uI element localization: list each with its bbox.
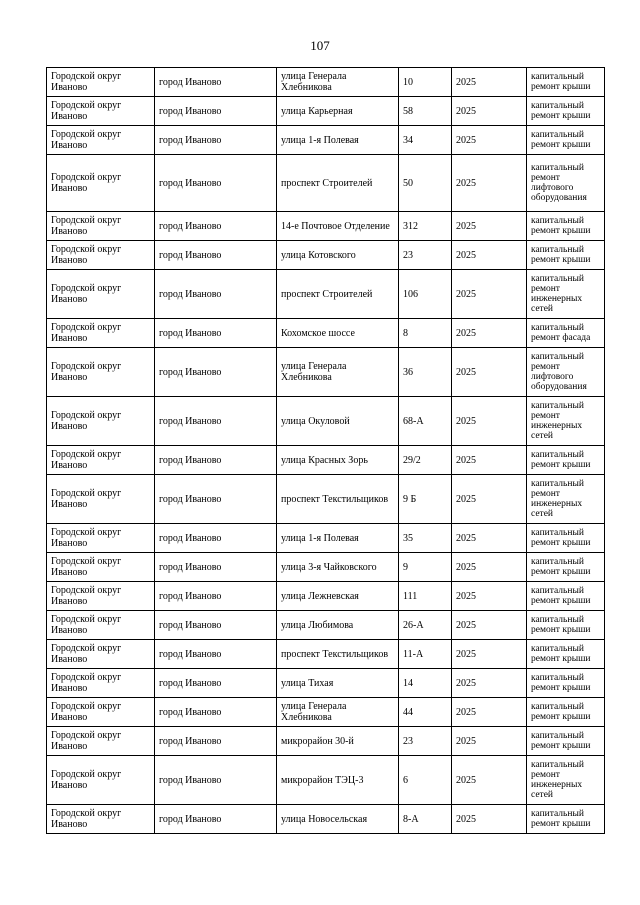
street-cell: проспект Текстильщиков [277, 475, 399, 524]
city-cell: город Иваново [155, 397, 277, 446]
year-cell: 2025 [452, 270, 527, 319]
table-body [47, 68, 605, 834]
year-cell: 2025 [452, 446, 527, 475]
street-cell: проспект Строителей [277, 270, 399, 319]
work-type-cell: капитальный ремонт крыши [527, 611, 605, 640]
house-number-cell: 9 [399, 553, 452, 582]
street-cell: улица Любимова [277, 611, 399, 640]
street-cell: улица 1-я Полевая [277, 126, 399, 155]
district-cell: Городской округ Иваново [47, 475, 155, 524]
work-type-cell: капитальный ремонт крыши [527, 97, 605, 126]
street-cell: проспект Строителей [277, 155, 399, 212]
work-type-cell: капитальный ремонт лифтового оборудования [527, 348, 605, 397]
house-number-cell: 9 Б [399, 475, 452, 524]
city-cell: город Иваново [155, 698, 277, 727]
house-number-cell: 35 [399, 524, 452, 553]
work-type-cell: капитальный ремонт крыши [527, 68, 605, 97]
district-cell: Городской округ Иваново [47, 698, 155, 727]
street-cell: Кохомское шоссе [277, 319, 399, 348]
year-cell: 2025 [452, 756, 527, 805]
house-number-cell: 36 [399, 348, 452, 397]
year-cell: 2025 [452, 805, 527, 834]
year-cell: 2025 [452, 669, 527, 698]
city-cell: город Иваново [155, 68, 277, 97]
house-number-cell: 23 [399, 727, 452, 756]
house-number-cell: 44 [399, 698, 452, 727]
street-cell: 14-е Почтовое Отделение [277, 212, 399, 241]
street-cell: микрорайон ТЭЦ-3 [277, 756, 399, 805]
work-type-cell: капитальный ремонт крыши [527, 553, 605, 582]
work-type-cell: капитальный ремонт крыши [527, 212, 605, 241]
year-cell: 2025 [452, 68, 527, 97]
work-type-cell: капитальный ремонт крыши [527, 698, 605, 727]
district-cell: Городской округ Иваново [47, 241, 155, 270]
street-cell: улица Генерала Хлебникова [277, 68, 399, 97]
year-cell: 2025 [452, 241, 527, 270]
district-cell: Городской округ Иваново [47, 126, 155, 155]
year-cell: 2025 [452, 212, 527, 241]
city-cell: город Иваново [155, 805, 277, 834]
house-number-cell: 312 [399, 212, 452, 241]
city-cell: город Иваново [155, 756, 277, 805]
work-type-cell: капитальный ремонт крыши [527, 241, 605, 270]
district-cell: Городской округ Иваново [47, 756, 155, 805]
city-cell: город Иваново [155, 475, 277, 524]
street-cell: улица Карьерная [277, 97, 399, 126]
work-type-cell: капитальный ремонт крыши [527, 582, 605, 611]
work-type-cell: капитальный ремонт крыши [527, 805, 605, 834]
work-type-cell: капитальный ремонт лифтового оборудования [527, 155, 605, 212]
table-row [47, 270, 605, 319]
year-cell: 2025 [452, 698, 527, 727]
street-cell: улица Окуловой [277, 397, 399, 446]
year-cell: 2025 [452, 319, 527, 348]
district-cell: Городской округ Иваново [47, 582, 155, 611]
table-row [47, 727, 605, 756]
repair-schedule-table [46, 67, 605, 834]
house-number-cell: 26-А [399, 611, 452, 640]
district-cell: Городской округ Иваново [47, 640, 155, 669]
year-cell: 2025 [452, 155, 527, 212]
table-row [47, 155, 605, 212]
street-cell: улица Тихая [277, 669, 399, 698]
street-cell: улица Новосельская [277, 805, 399, 834]
table-row [47, 97, 605, 126]
year-cell: 2025 [452, 97, 527, 126]
city-cell: город Иваново [155, 669, 277, 698]
house-number-cell: 29/2 [399, 446, 452, 475]
city-cell: город Иваново [155, 319, 277, 348]
street-cell: проспект Текстильщиков [277, 640, 399, 669]
house-number-cell: 11-А [399, 640, 452, 669]
district-cell: Городской округ Иваново [47, 270, 155, 319]
table-row [47, 212, 605, 241]
work-type-cell: капитальный ремонт фасада [527, 319, 605, 348]
table-row [47, 698, 605, 727]
house-number-cell: 34 [399, 126, 452, 155]
work-type-cell: капитальный ремонт инженерных сетей [527, 397, 605, 446]
district-cell: Городской округ Иваново [47, 805, 155, 834]
table-row [47, 611, 605, 640]
table-row [47, 582, 605, 611]
city-cell: город Иваново [155, 155, 277, 212]
district-cell: Городской округ Иваново [47, 348, 155, 397]
year-cell: 2025 [452, 727, 527, 756]
district-cell: Городской округ Иваново [47, 669, 155, 698]
street-cell: микрорайон 30-й [277, 727, 399, 756]
table-row [47, 68, 605, 97]
city-cell: город Иваново [155, 524, 277, 553]
district-cell: Городской округ Иваново [47, 68, 155, 97]
year-cell: 2025 [452, 126, 527, 155]
year-cell: 2025 [452, 553, 527, 582]
table-row [47, 348, 605, 397]
house-number-cell: 8-А [399, 805, 452, 834]
house-number-cell: 68-А [399, 397, 452, 446]
year-cell: 2025 [452, 640, 527, 669]
house-number-cell: 23 [399, 241, 452, 270]
work-type-cell: капитальный ремонт крыши [527, 446, 605, 475]
table-row [47, 446, 605, 475]
district-cell: Городской округ Иваново [47, 553, 155, 582]
city-cell: город Иваново [155, 241, 277, 270]
city-cell: город Иваново [155, 727, 277, 756]
street-cell: улица Лежневская [277, 582, 399, 611]
district-cell: Городской округ Иваново [47, 611, 155, 640]
table-row [47, 241, 605, 270]
table-row [47, 397, 605, 446]
house-number-cell: 14 [399, 669, 452, 698]
table-row [47, 475, 605, 524]
work-type-cell: капитальный ремонт крыши [527, 640, 605, 669]
city-cell: город Иваново [155, 126, 277, 155]
work-type-cell: капитальный ремонт инженерных сетей [527, 475, 605, 524]
city-cell: город Иваново [155, 640, 277, 669]
table-row [47, 319, 605, 348]
city-cell: город Иваново [155, 97, 277, 126]
page-number: 107 [310, 38, 330, 53]
street-cell: улица 1-я Полевая [277, 524, 399, 553]
city-cell: город Иваново [155, 270, 277, 319]
city-cell: город Иваново [155, 212, 277, 241]
year-cell: 2025 [452, 348, 527, 397]
street-cell: улица 3-я Чайковского [277, 553, 399, 582]
work-type-cell: капитальный ремонт крыши [527, 669, 605, 698]
city-cell: город Иваново [155, 582, 277, 611]
work-type-cell: капитальный ремонт крыши [527, 126, 605, 155]
district-cell: Городской округ Иваново [47, 727, 155, 756]
year-cell: 2025 [452, 524, 527, 553]
year-cell: 2025 [452, 475, 527, 524]
house-number-cell: 50 [399, 155, 452, 212]
table-row [47, 756, 605, 805]
district-cell: Городской округ Иваново [47, 397, 155, 446]
district-cell: Городской округ Иваново [47, 524, 155, 553]
table-row [47, 640, 605, 669]
district-cell: Городской округ Иваново [47, 319, 155, 348]
table-row [47, 126, 605, 155]
district-cell: Городской округ Иваново [47, 97, 155, 126]
house-number-cell: 10 [399, 68, 452, 97]
district-cell: Городской округ Иваново [47, 155, 155, 212]
city-cell: город Иваново [155, 611, 277, 640]
table-row [47, 553, 605, 582]
work-type-cell: капитальный ремонт инженерных сетей [527, 756, 605, 805]
city-cell: город Иваново [155, 348, 277, 397]
house-number-cell: 58 [399, 97, 452, 126]
work-type-cell: капитальный ремонт крыши [527, 727, 605, 756]
table-row [47, 669, 605, 698]
table-row [47, 524, 605, 553]
city-cell: город Иваново [155, 446, 277, 475]
house-number-cell: 106 [399, 270, 452, 319]
city-cell: город Иваново [155, 553, 277, 582]
street-cell: улица Красных Зорь [277, 446, 399, 475]
district-cell: Городской округ Иваново [47, 212, 155, 241]
house-number-cell: 8 [399, 319, 452, 348]
table-row [47, 805, 605, 834]
year-cell: 2025 [452, 582, 527, 611]
street-cell: улица Генерала Хлебникова [277, 348, 399, 397]
year-cell: 2025 [452, 611, 527, 640]
district-cell: Городской округ Иваново [47, 446, 155, 475]
house-number-cell: 111 [399, 582, 452, 611]
street-cell: улица Котовского [277, 241, 399, 270]
work-type-cell: капитальный ремонт крыши [527, 524, 605, 553]
work-type-cell: капитальный ремонт инженерных сетей [527, 270, 605, 319]
street-cell: улица Генерала Хлебникова [277, 698, 399, 727]
house-number-cell: 6 [399, 756, 452, 805]
year-cell: 2025 [452, 397, 527, 446]
